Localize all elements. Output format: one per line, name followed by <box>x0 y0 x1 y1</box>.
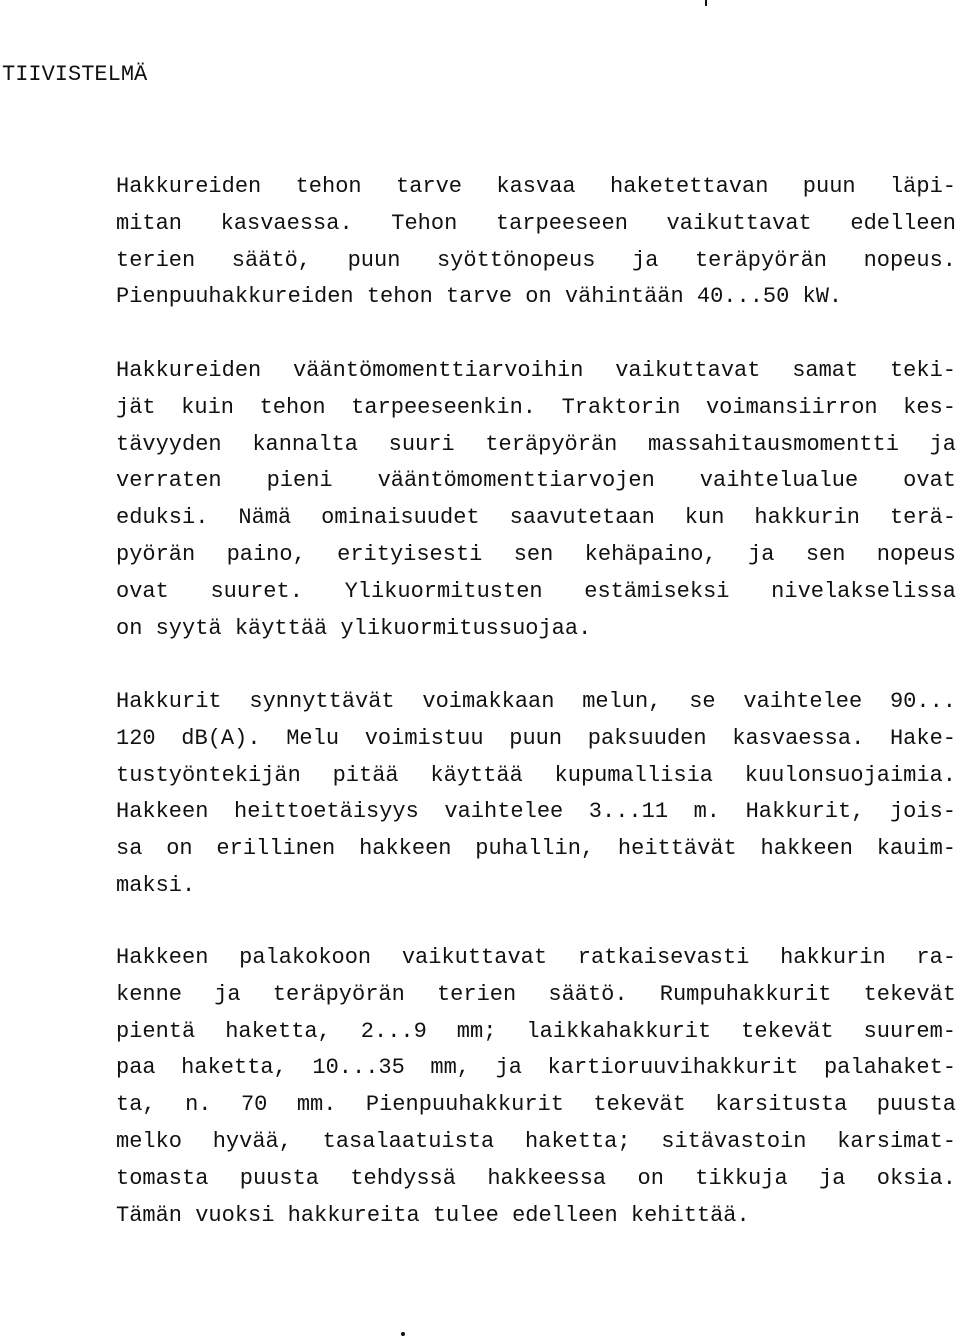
text-line: tävyyden kannalta suuri teräpyörän massahitausmomentti ja <box>116 431 956 457</box>
text-line: eduksi. Nämä ominaisuudet saavutetaan kun hakkurin terä- <box>116 505 956 531</box>
text-line: 120 dB(A). Melu voimistuu puun paksuuden kasvaessa. Hake- <box>116 725 956 751</box>
text-line: Hakkurit synnyttävät voimakkaan melun, se vaihtelee 90... <box>116 689 956 714</box>
text-line: Hakkeen heittoetäisyys vaihtelee 3...11 m. Hakkurit, jois- <box>116 799 956 825</box>
text-line: Hakkeen palakokoon vaikuttavat ratkaisevasti hakkurin ra- <box>116 945 956 970</box>
text-line: ovat suuret. Ylikuormitusten estämiseksi nivelakselissa <box>116 578 956 604</box>
text-line: pientä haketta, 2...9 mm; laikkahakkurit tekevät suurem- <box>116 1018 956 1044</box>
text-line: tustyöntekijän pitää käyttää kupumallisia kuulonsuojaimia. <box>116 762 956 788</box>
paragraph-chip-size <box>116 940 956 1234</box>
text-line: ta, n. 70 mm. Pienpuuhakkurit tekevät karsitusta puusta <box>116 1092 956 1118</box>
page-title: TIIVISTELMÄ <box>2 62 148 87</box>
text-line: terien säätö, puun syöttönopeus ja teräpyörän nopeus. <box>116 247 956 273</box>
text-line: maksi. <box>116 872 196 898</box>
text-line: Tämän vuoksi hakkureita tulee edelleen kehittää. <box>116 1202 750 1228</box>
text-line: Pienpuuhakkureiden tehon tarve on vähintään 40...50 kW. <box>116 284 843 310</box>
text-line: jät kuin tehon tarpeeseenkin. Traktorin voimansiirron kes- <box>116 394 956 420</box>
scan-speck <box>401 1332 405 1336</box>
text-line: tomasta puusta tehdyssä hakkeessa on tikkuja ja oksia. <box>116 1165 956 1191</box>
paragraph-power-demand <box>116 169 956 316</box>
text-line: melko hyvää, tasalaatuista haketta; sitävastoin karsimat- <box>116 1128 956 1154</box>
scan-mark <box>705 0 707 6</box>
text-line: Hakkureiden tehon tarve kasvaa haketettavan puun läpi- <box>116 174 956 199</box>
text-line: Hakkureiden vääntömomenttiarvoihin vaikuttavat samat teki- <box>116 358 956 383</box>
text-line: mitan kasvaessa. Tehon tarpeeseen vaikuttavat edelleen <box>116 210 956 236</box>
paragraph-noise <box>116 684 956 905</box>
text-line: on syytä käyttää ylikuormitussuojaa. <box>116 615 592 641</box>
text-line: pyörän paino, erityisesti sen kehäpaino, ja sen nopeus <box>116 541 956 567</box>
text-line: verraten pieni vääntömomenttiarvojen vaihtelualue ovat <box>116 468 956 494</box>
paragraph-torque <box>116 353 956 647</box>
text-line: paa haketta, 10...35 mm, ja kartioruuvihakkurit palahaket- <box>116 1055 956 1081</box>
text-line: sa on erillinen hakkeen puhallin, heittävät hakkeen kauim- <box>116 836 956 862</box>
text-line: kenne ja teräpyörän terien säätö. Rumpuhakkurit tekevät <box>116 981 956 1007</box>
